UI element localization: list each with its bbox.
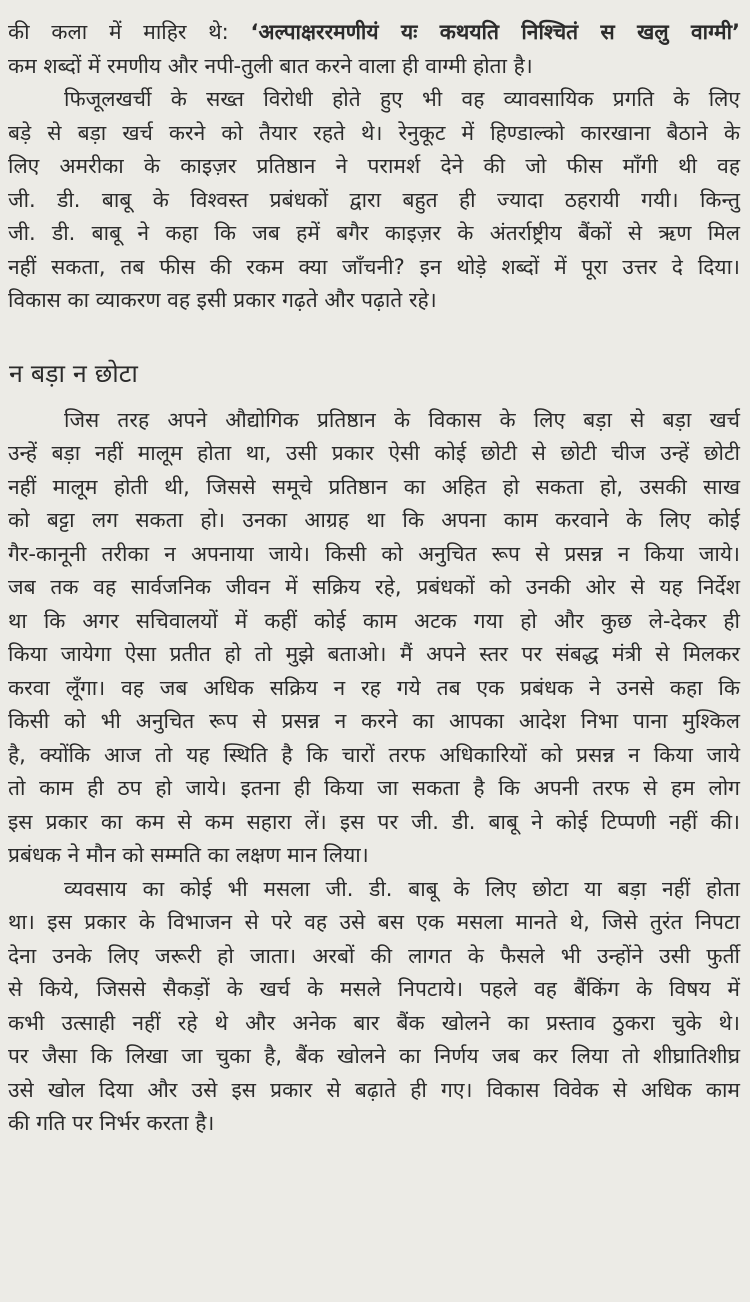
text-line: जब तक वह सार्वजनिक जीवन में सक्रिय रहे, प्रबंधकों को उनकी ओर से यह निर्देश <box>8 575 740 599</box>
text-line: प्रबंधक ने मौन को सम्मति का लक्षण मान लिया। <box>8 843 369 867</box>
text-line: कम शब्दों में रमणीय और नपी-तुली बात करने वाला ही वाग्मी होता है। <box>8 53 533 78</box>
sanskrit-quote: ‘अल्पाक्षररमणीयं यः कथयति निश्चितं स खलु वाग्मी’ <box>250 20 741 44</box>
text-line: को बट्टा लग सकता हो। उनका आग्रह था कि अपना काम करवाने के लिए कोई <box>8 508 740 532</box>
text-line: नहीं सकता, तब फीस की रकम क्या जाँचनी? इन थोड़े शब्दों में पूरा उत्तर दे दिया। <box>8 254 740 279</box>
section-spacer <box>8 318 740 354</box>
text-line: लिए अमरीका के काइज़र प्रतिष्ठान ने परामर्श देने की जो फीस माँगी थी वह <box>8 154 740 178</box>
text-line: बड़े से बड़ा खर्च करने को तैयार रहते थे। रेनुकूट में हिण्डाल्को कारखाना बैठाने के <box>8 120 740 145</box>
text-line: जी. डी. बाबू के विश्वस्त प्रबंधकों द्वारा बहुत ही ज्यादा ठहरायी गयी। किन्तु <box>8 187 740 212</box>
text-line: विकास का व्याकरण वह इसी प्रकार गढ़ते और पढ़ाते रहे। <box>8 288 437 312</box>
text-line: कभी उत्साही नहीं रहे थे और अनेक बार बैंक खोलने का प्रस्ताव ठुकरा चुके थे। <box>8 1010 740 1035</box>
text-line: व्यवसाय का कोई भी मसला जी. डी. बाबू के लिए छोटा या बड़ा नहीं होता <box>64 876 740 901</box>
paragraph-expense <box>8 83 740 318</box>
section-heading: न बड़ा न छोटा <box>9 358 138 388</box>
text-line: फिजूलखर्ची के सख्त विरोधी होते हुए भी वह व्यावसायिक प्रगति के लिए <box>64 87 740 111</box>
text-line: था कि अगर सचिवालयों में कहीं कोई काम अटक गया हो और कुछ ले-देकर ही <box>8 608 740 633</box>
text-line: नहीं मालूम होती थी, जिससे समूचे प्रतिष्ठान का अहित हो सकता हो, उसकी साख <box>8 474 740 499</box>
text-line: था। इस प्रकार के विभाजन से परे वह उसे बस एक मसला मानते थे, जिसे तुरंत निपटा <box>8 910 740 934</box>
intro-lead-text: की कला में माहिर थे: <box>8 20 251 44</box>
text-line: किया जायेगा ऐसा प्रतीत हो तो मुझे बताओ। मैं अपने स्तर पर संबद्ध मंत्री से मिलकर <box>8 642 740 666</box>
paragraph-small-matters <box>8 404 740 873</box>
text-line: किसी को भी अनुचित रूप से प्रसन्न न करने का आपका आदेश निभा पाना मुश्किल <box>8 709 740 733</box>
text-line: देना उनके लिए जरूरी हो जाता। अरबों की लागत के फैसले भी उन्होंने उसी फुर्ती <box>8 943 740 968</box>
text-line: इस प्रकार का कम से कम सहारा लें। इस पर जी. डी. बाबू ने कोई टिप्पणी नहीं की। <box>8 809 740 834</box>
text-line: उसे खोल दिया और उसे इस प्रकार से बढ़ाते ही गए। विकास विवेक से अधिक काम <box>8 1077 740 1102</box>
paragraph-intro <box>8 16 740 83</box>
text-line: तो काम ही ठप हो जाये। इतना ही किया जा सकता है कि अपनी तरफ से हम लोग <box>8 776 740 800</box>
text-line: गैर-कानूनी तरीका न अपनाया जाये। किसी को अनुचित रूप से प्रसन्न न किया जाये। <box>8 541 740 566</box>
text-line: करवा लूँगा। वह जब अधिक सक्रिय न रह गये तब एक प्रबंधक ने उनसे कहा कि <box>8 675 740 700</box>
text-line: उन्हें बड़ा नहीं मालूम होता था, उसी प्रकार ऐसी कोई छोटी से छोटी चीज उन्हें छोटी <box>8 441 740 465</box>
text-line: की गति पर निर्भर करता है। <box>8 1111 215 1135</box>
text-line: है, क्योंकि आज तो यह स्थिति है कि चारों तरफ अधिकारियों को प्रसन्न न किया जाये <box>8 742 740 767</box>
paragraph-business-matters <box>8 873 740 1141</box>
text-line: जिस तरह अपने औद्योगिक प्रतिष्ठान के विकास के लिए बड़ा से बड़ा खर्च <box>64 407 740 432</box>
text-line: जी. डी. बाबू ने कहा कि जब हमें बगैर काइज़र के अंतर्राष्ट्रीय बैंकों से ऋण मिल <box>8 221 740 245</box>
text-line: से किये, जिससे सैकड़ों के खर्च के मसले निपटाये। पहले वह बैंकिंग के विषय में <box>8 977 740 1001</box>
text-line: पर जैसा कि लिखा जा चुका है, बैंक खोलने का निर्णय जब कर लिया तो शीघ्रातिशीघ्र <box>8 1044 740 1068</box>
intro-line-with-quote <box>8 16 740 50</box>
